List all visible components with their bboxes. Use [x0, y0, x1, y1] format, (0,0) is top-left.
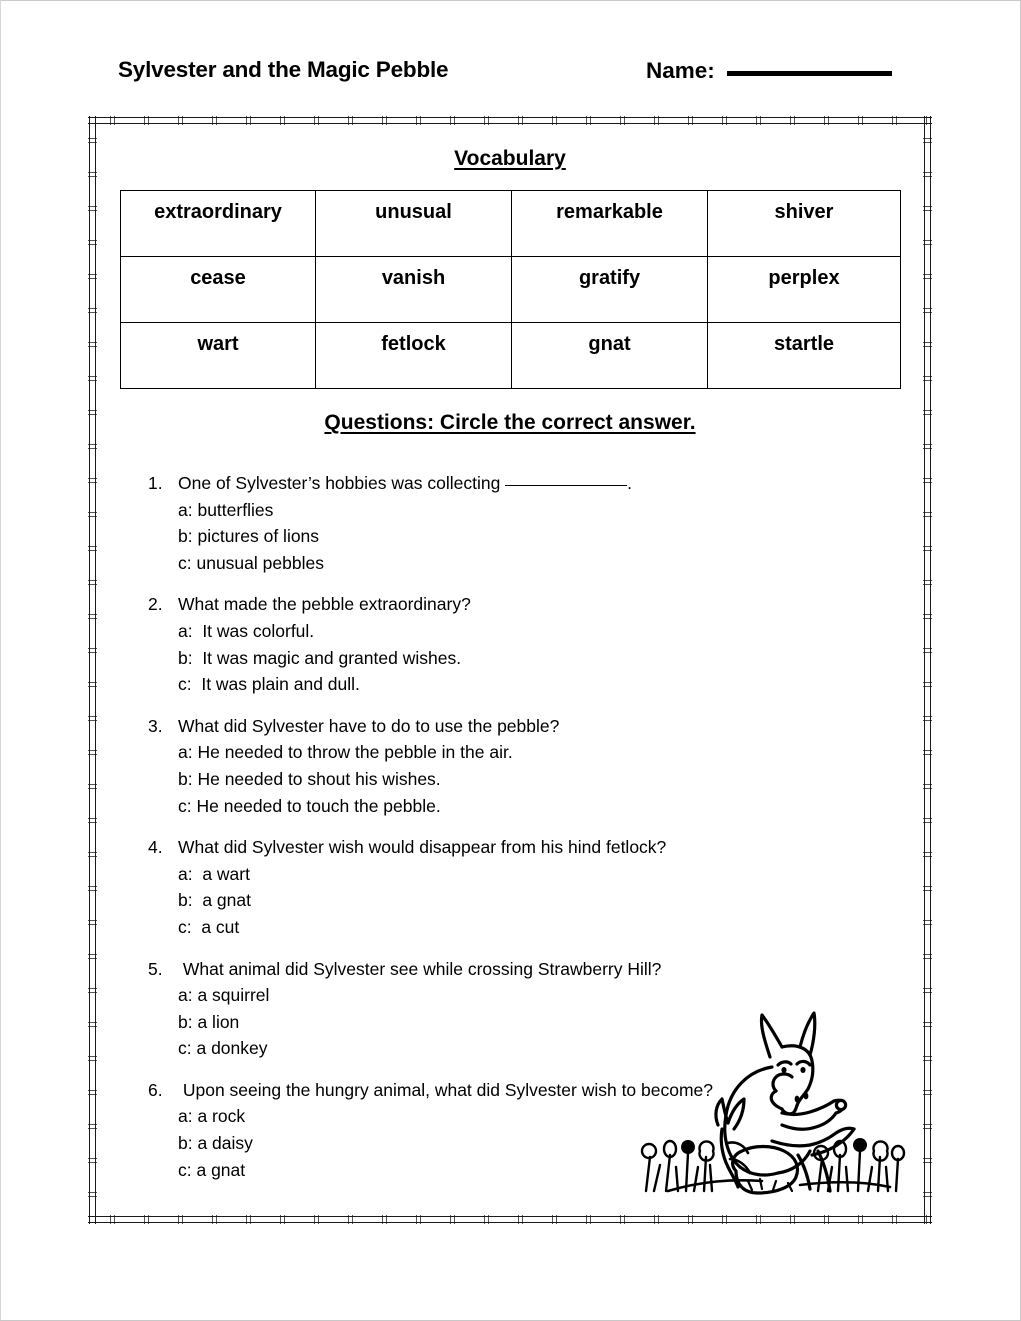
option-a[interactable]: a: He needed to throw the pebble in the air. [178, 742, 513, 763]
question-item-3 [148, 713, 848, 819]
question-number: 2. [148, 594, 163, 615]
questions-heading [88, 410, 932, 436]
question-prompt [148, 470, 848, 497]
question-number: 6. [148, 1079, 163, 1100]
vocab-cell: startle [708, 323, 901, 389]
donkey-illustration [632, 995, 924, 1200]
question-item-2 [148, 591, 848, 697]
option-c[interactable]: c: a gnat [178, 1159, 246, 1180]
option-a[interactable]: a: a wart [178, 863, 250, 884]
vocab-cell: gnat [512, 323, 708, 389]
option-c[interactable]: c: a cut [178, 916, 240, 937]
question-options [148, 618, 848, 698]
frame-left-edge [88, 116, 97, 1224]
option-a[interactable]: a: butterflies [178, 499, 274, 520]
option-b[interactable]: b: a lion [178, 1011, 240, 1032]
question-options [148, 497, 848, 577]
vocabulary-heading-text: Vocabulary [454, 147, 566, 170]
question-prompt [148, 591, 848, 618]
vocab-cell: perplex [708, 257, 901, 323]
question-text: What made the pebble extraordinary? [178, 594, 471, 615]
question-number: 4. [148, 837, 163, 858]
name-input-line[interactable] [727, 71, 892, 76]
question-item-1 [148, 470, 848, 576]
option-c[interactable]: c: It was plain and dull. [178, 674, 360, 695]
frame-right-edge [923, 116, 932, 1224]
question-text: What did Sylvester have to do to use the pebble? [178, 715, 560, 736]
option-c[interactable]: c: He needed to touch the pebble. [178, 795, 441, 816]
option-a[interactable]: a: It was colorful. [178, 620, 315, 641]
option-b[interactable]: b: It was magic and granted wishes. [178, 647, 462, 668]
vocab-cell: shiver [708, 191, 901, 257]
question-prompt [148, 956, 848, 983]
name-field-group [646, 57, 892, 85]
vocab-cell: gratify [512, 257, 708, 323]
table-row [121, 257, 901, 323]
question-text: One of Sylvester’s hobbies was collecting [178, 473, 506, 493]
question-prompt [148, 713, 848, 740]
vocab-cell: remarkable [512, 191, 708, 257]
option-a[interactable]: a: a rock [178, 1106, 246, 1127]
question-options [148, 861, 848, 941]
vocab-cell: vanish [316, 257, 512, 323]
worksheet-header [118, 56, 908, 96]
vocabulary-table [120, 190, 901, 389]
option-b[interactable]: b: pictures of lions [178, 526, 320, 547]
question-options [148, 739, 848, 819]
question-prompt [148, 834, 848, 861]
option-b[interactable]: b: He needed to shout his wishes. [178, 768, 441, 789]
questions-heading-text: Questions: Circle the correct answer. [324, 411, 696, 434]
question-text: Upon seeing the hungry animal, what did Sylvester wish to become? [178, 1079, 714, 1100]
page-title: Sylvester and the Magic Pebble [118, 57, 449, 82]
question-number: 1. [148, 473, 163, 493]
option-c[interactable]: c: unusual pebbles [178, 552, 324, 573]
frame-bottom-edge [88, 1215, 932, 1224]
vocab-cell: extraordinary [121, 191, 316, 257]
option-a[interactable]: a: a squirrel [178, 985, 270, 1006]
question-text: What did Sylvester wish would disappear from his hind fetlock? [178, 837, 667, 858]
option-c[interactable]: c: a donkey [178, 1038, 268, 1059]
vocab-cell: fetlock [316, 323, 512, 389]
option-b[interactable]: b: a daisy [178, 1133, 253, 1154]
name-label: Name: [646, 58, 715, 83]
option-b[interactable]: b: a gnat [178, 890, 251, 911]
question-item-4 [148, 834, 848, 940]
vocabulary-heading [88, 146, 932, 172]
vocab-cell: cease [121, 257, 316, 323]
table-row [121, 191, 901, 257]
answer-blank[interactable] [505, 485, 627, 486]
vocab-cell: unusual [316, 191, 512, 257]
frame-top-edge [88, 116, 932, 125]
vocab-cell: wart [121, 323, 316, 389]
question-text: What animal did Sylvester see while crossing Strawberry Hill? [178, 958, 662, 979]
question-text-after: . [627, 473, 633, 493]
table-row [121, 323, 901, 389]
question-number: 3. [148, 715, 163, 736]
question-number: 5. [148, 958, 163, 979]
